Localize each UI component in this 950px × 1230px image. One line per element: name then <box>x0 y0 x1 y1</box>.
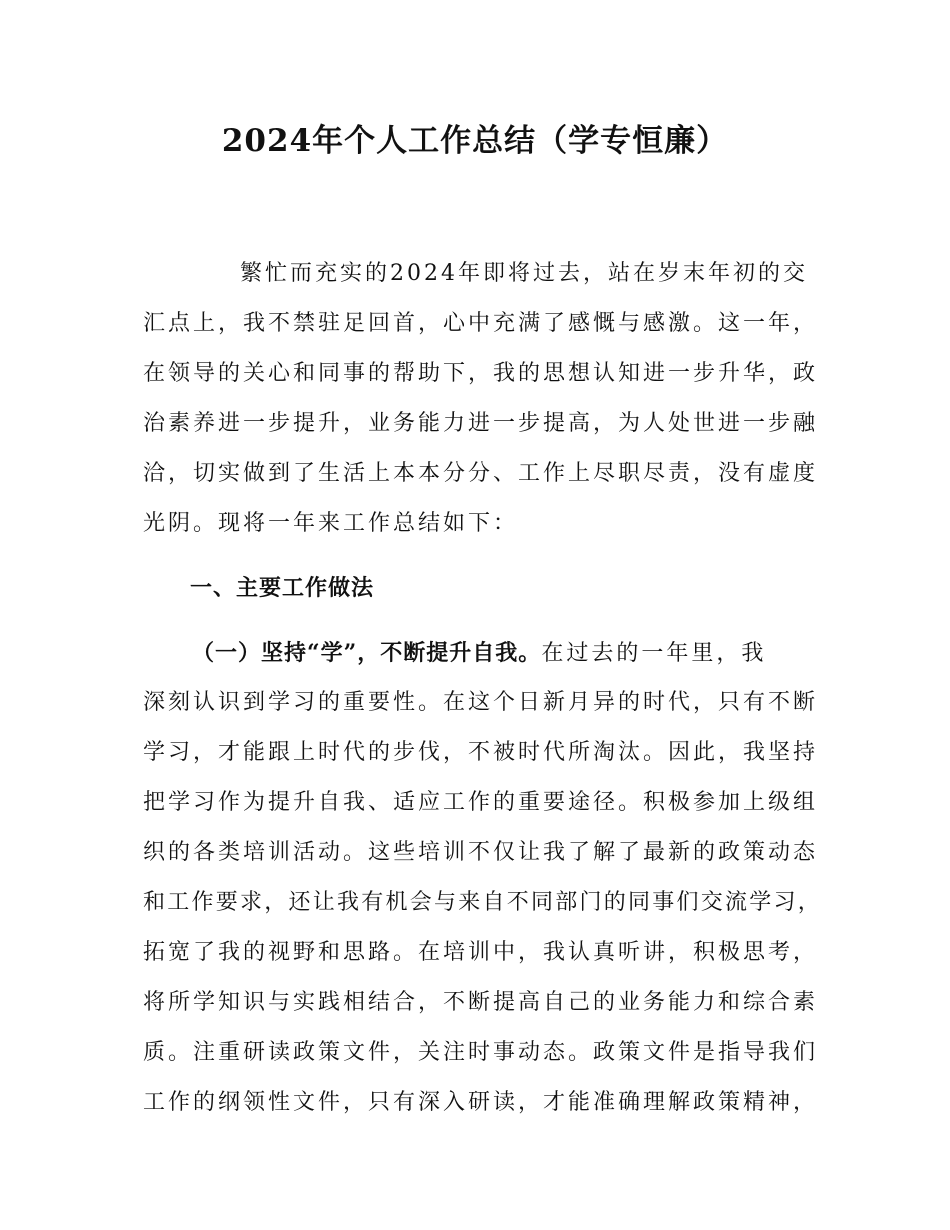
intro-line-6: 光阴。现将一年来工作总结如下： <box>143 511 519 536</box>
body-line-1: 深刻认识到学习的重要性。在这个日新月异的时代，只有不断 <box>143 690 819 715</box>
section-heading: 一、主要工作做法 <box>190 575 375 601</box>
body-line-3: 把学习作为提升自我、适应工作的重要途径。积极参加上级组 <box>143 790 819 815</box>
body-line-8: 质。注重研读政策文件，关注时事动态。政策文件是指导我们 <box>143 1040 819 1065</box>
intro-line-2: 汇点上，我不禁驻足回首，心中充满了感慨与感激。这一年， <box>143 311 819 336</box>
body-line-4: 织的各类培训活动。这些培训不仅让我了解了最新的政策动态 <box>143 840 819 865</box>
intro-line-4: 治素养进一步提升，业务能力进一步提高，为人处世进一步融 <box>143 411 819 436</box>
body-line-9: 工作的纲领性文件，只有深入研读，才能准确理解政策精神， <box>143 1090 819 1115</box>
subsection-first-line-text: 在过去的一年里，我 <box>541 641 767 666</box>
subsection-heading: （一）坚持“学”，不断提升自我。 <box>192 640 542 666</box>
intro-line-1: 繁忙而充实的2024年即将过去，站在岁末年初的交 <box>240 261 808 286</box>
document-title: 2024年个人工作总结（学专恒廉） <box>221 123 729 159</box>
intro-line-3: 在领导的关心和同事的帮助下，我的思想认知进一步升华，政 <box>143 361 819 386</box>
subsection-first-line <box>192 628 823 678</box>
body-line-7: 将所学知识与实践相结合，不断提高自己的业务能力和综合素 <box>143 990 819 1015</box>
intro-line-5: 洽，切实做到了生活上本本分分、工作上尽职尽责，没有虚度 <box>143 461 819 486</box>
body-line-2: 学习，才能跟上时代的步伐，不被时代所淘汰。因此，我坚持 <box>143 740 819 765</box>
body-line-6: 拓宽了我的视野和思路。在培训中，我认真听讲，积极思考， <box>143 940 819 965</box>
body-line-5: 和工作要求，还让我有机会与来自不同部门的同事们交流学习， <box>143 890 823 915</box>
